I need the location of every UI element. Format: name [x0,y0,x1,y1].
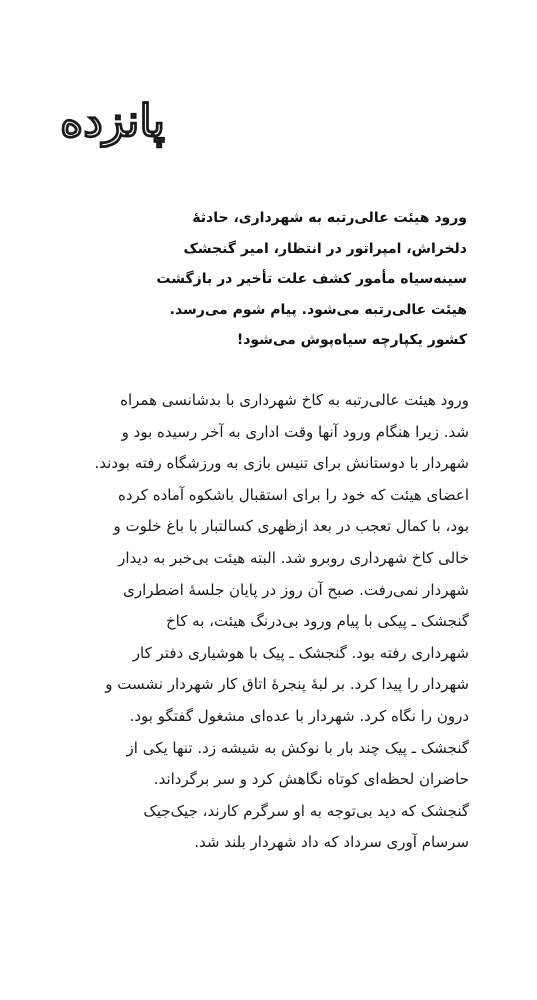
body-line: شهردار نمی‌رفت. صبح آن روز در پایان جلسهٔ اضطراری [123,580,469,599]
chapter-title: پانزده [60,96,165,147]
body-line: ورود هیئت عالی‌رتبه به کاخ شهرداری با بدشانسی همراه [120,391,469,409]
body-line: سرسام آوری سرداد که داد شهردار بلند شد. [194,833,469,852]
body-line: گنجشک که دید بی‌توجه به او سرگرم کارند، جیک‌جیک [143,801,469,820]
chapter-summary [72,203,467,356]
body-line: شهردار با دوستانش برای تنیس بازی به ورزشگاه رفته بودند. [94,454,469,473]
body-line: شهرداری رفته بود. گنجشک ـ پیک با هوشیاری دفتر کار [132,643,469,662]
body-line: اعضای هیئت که خود را برای استقبال باشکوه آماده کرده [117,485,469,504]
body-line: حاضران لحظه‌ای کوتاه نگاهش کرد و سر برگرداند. [153,770,469,789]
summary-line: کشور یکپارچه سیاه‌پوش می‌شود! [236,332,467,348]
body-line: گنجشک ـ پیکی با پیام ورود بی‌درنگ هیئت، به کاخ [165,612,469,631]
summary-line: ورود هیئت عالی‌رتبه به شهرداری، حادثهٔ [192,210,467,226]
chapter-body [65,385,469,859]
summary-line: هیئت عالی‌رتبه می‌شود. پیام شوم می‌رسد. [169,301,467,318]
body-line: شد. زیرا هنگام ورود آنها وقت اداری به آخر رسیده بود و [121,422,469,441]
summary-line: دلخراش، امپراتور در انتظار، امیر گنجشک [183,240,467,257]
body-line: خالی کاخ شهرداری روبرو شد. البته هیئت بی‌خبر به دیدار [118,548,469,567]
body-line: شهردار را پیدا کرد. بر لبهٔ پنجرهٔ اتاق کار شهردار نشست و [105,675,469,694]
body-line: گنجشک ـ پیک چند بار با نوکش به شیشه زد. تنها یکی از [126,738,469,757]
body-line: بود، با کمال تعجب در بعد ازظهری کسالتبار با باغ خلوت و [113,517,469,536]
body-line: درون را نگاه کرد. شهردار با عده‌ای مشغول گفتگو بود. [129,706,469,725]
summary-line: سینه‌سیاه مأمور کشف علت تأخیر در بازگشت [156,271,467,287]
